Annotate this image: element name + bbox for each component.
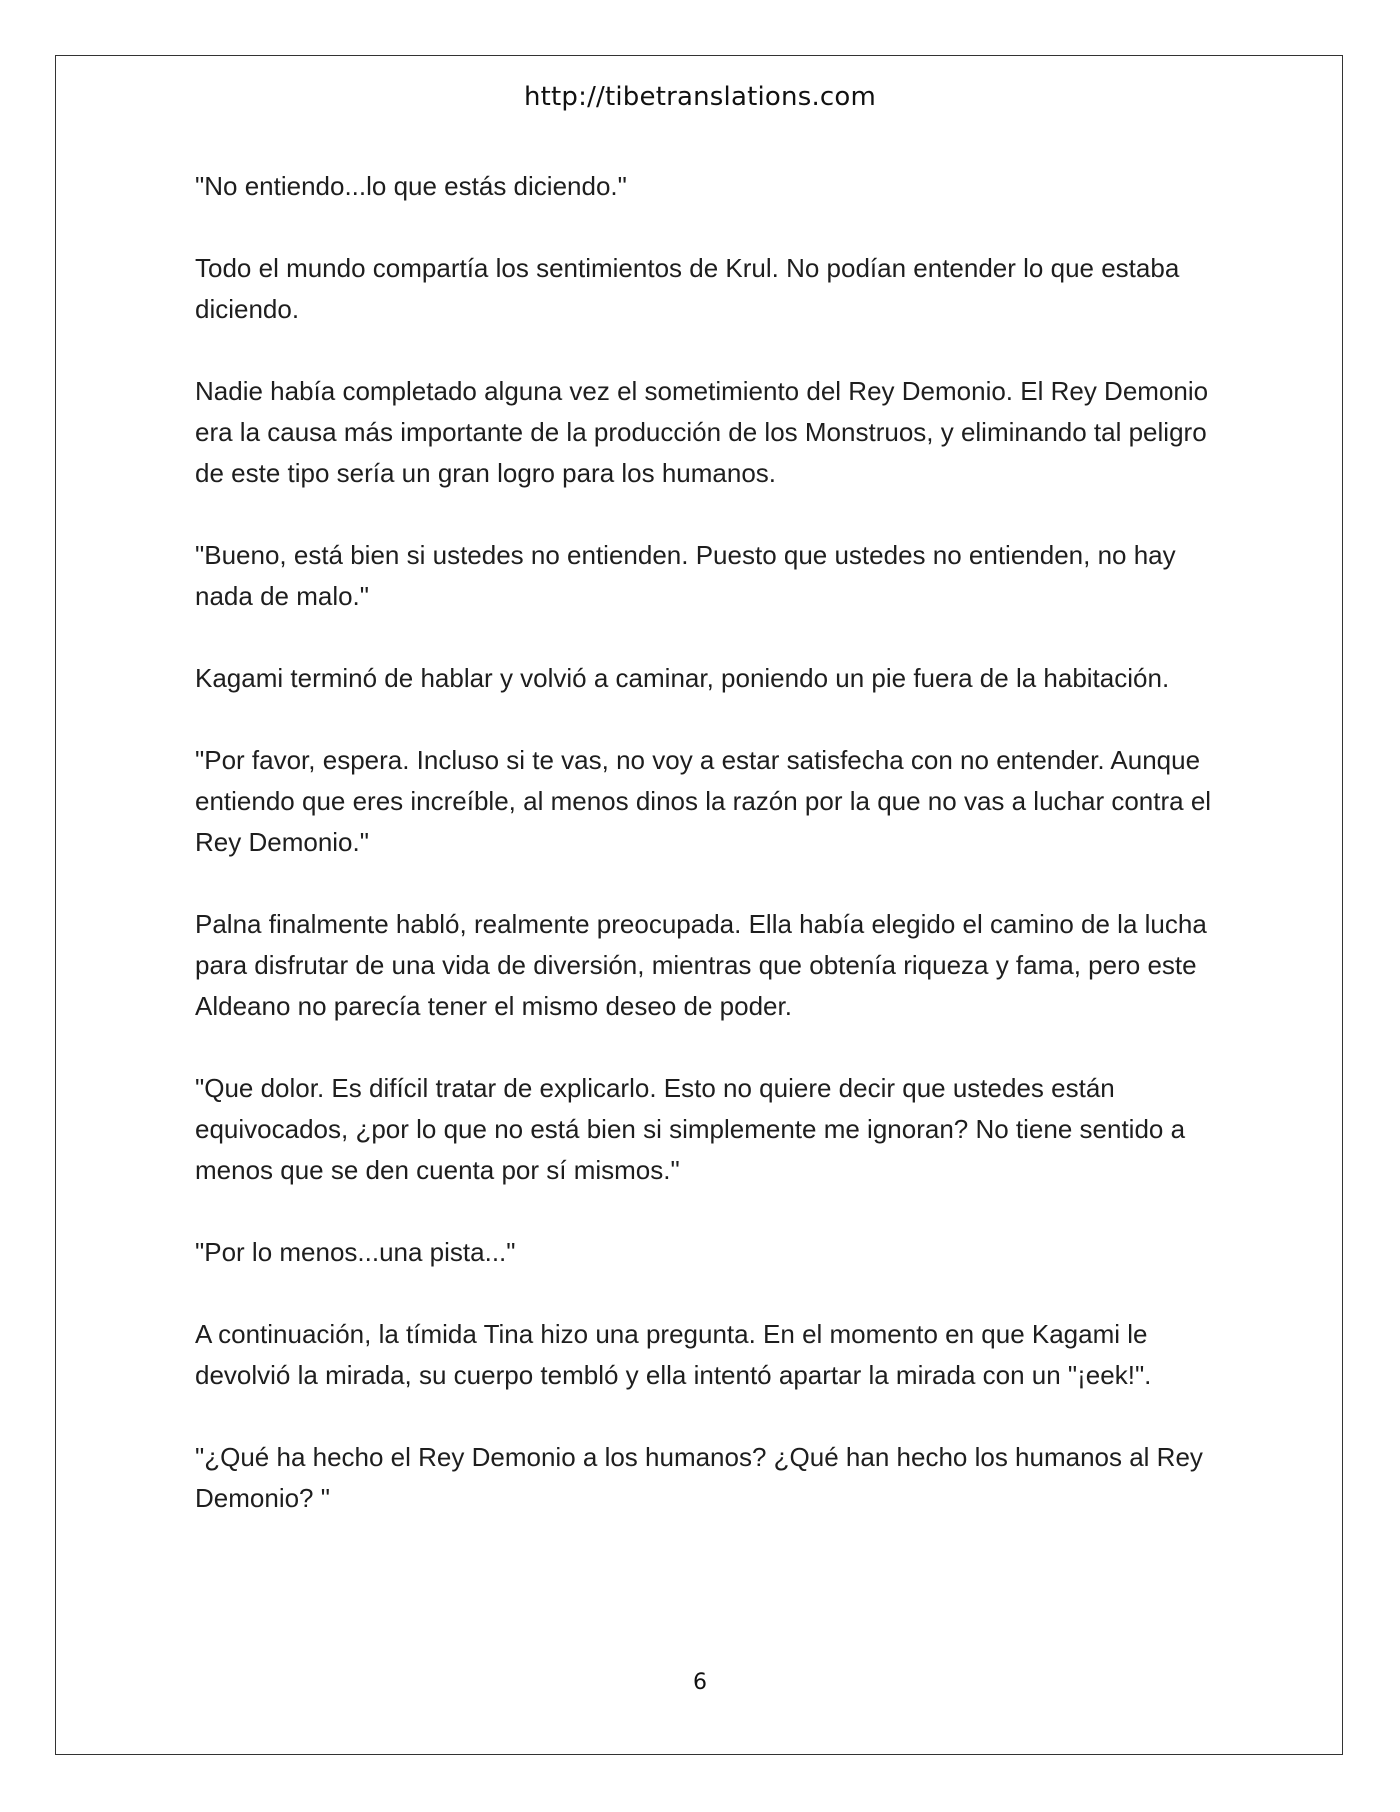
paragraph: Palna finalmente habló, realmente preocupada. Ella había elegido el camino de la lucha para disfrutar de una vida de diversión, mientras que obtenía riqueza y fama, pero este Aldeano no parecía tener el mismo deseo de poder. — [195, 909, 1207, 1021]
paragraph: Nadie había completado alguna vez el sometimiento del Rey Demonio. El Rey Demonio era la causa más importante de la producción de los Monstruos, y eliminando tal peligro de este tipo sería un gran logro para los humanos. — [195, 376, 1209, 488]
paragraph: "Bueno, está bien si ustedes no entienden. Puesto que ustedes no entienden, no hay nada de malo." — [195, 540, 1176, 611]
paragraph: "¿Qué ha hecho el Rey Demonio a los humanos? ¿Qué han hecho los humanos al Rey Demonio? " — [195, 1442, 1203, 1513]
paragraph: A continuación, la tímida Tina hizo una pregunta. En el momento en que Kagami le devolvió la mirada, su cuerpo tembló y ella intentó apartar la mirada con un "¡eek!". — [195, 1319, 1152, 1390]
paragraph: "Por lo menos...una pista..." — [195, 1237, 516, 1267]
paragraph: "Por favor, espera. Incluso si te vas, no voy a estar satisfecha con no entender. Aunque entiendo que eres increíble, al menos dinos la razón por la que no vas a luchar contra el Rey Demonio." — [195, 745, 1212, 857]
paragraph: Kagami terminó de hablar y volvió a caminar, poniendo un pie fuera de la habitación. — [195, 663, 1170, 693]
page-number: 6 — [693, 1670, 707, 1695]
document-body — [195, 166, 1215, 1560]
paragraph: "No entiendo...lo que estás diciendo." — [195, 171, 627, 201]
paragraph: "Que dolor. Es difícil tratar de explicarlo. Esto no quiere decir que ustedes están equivocados, ¿por lo que no está bien si simplemente me ignoran? No tiene sentido a menos que se den cuenta por sí mismos." — [195, 1073, 1186, 1185]
header-url: http://tibetranslations.com — [523, 82, 877, 112]
paragraph: Todo el mundo compartía los sentimientos de Krul. No podían entender lo que estaba diciendo. — [195, 253, 1180, 324]
